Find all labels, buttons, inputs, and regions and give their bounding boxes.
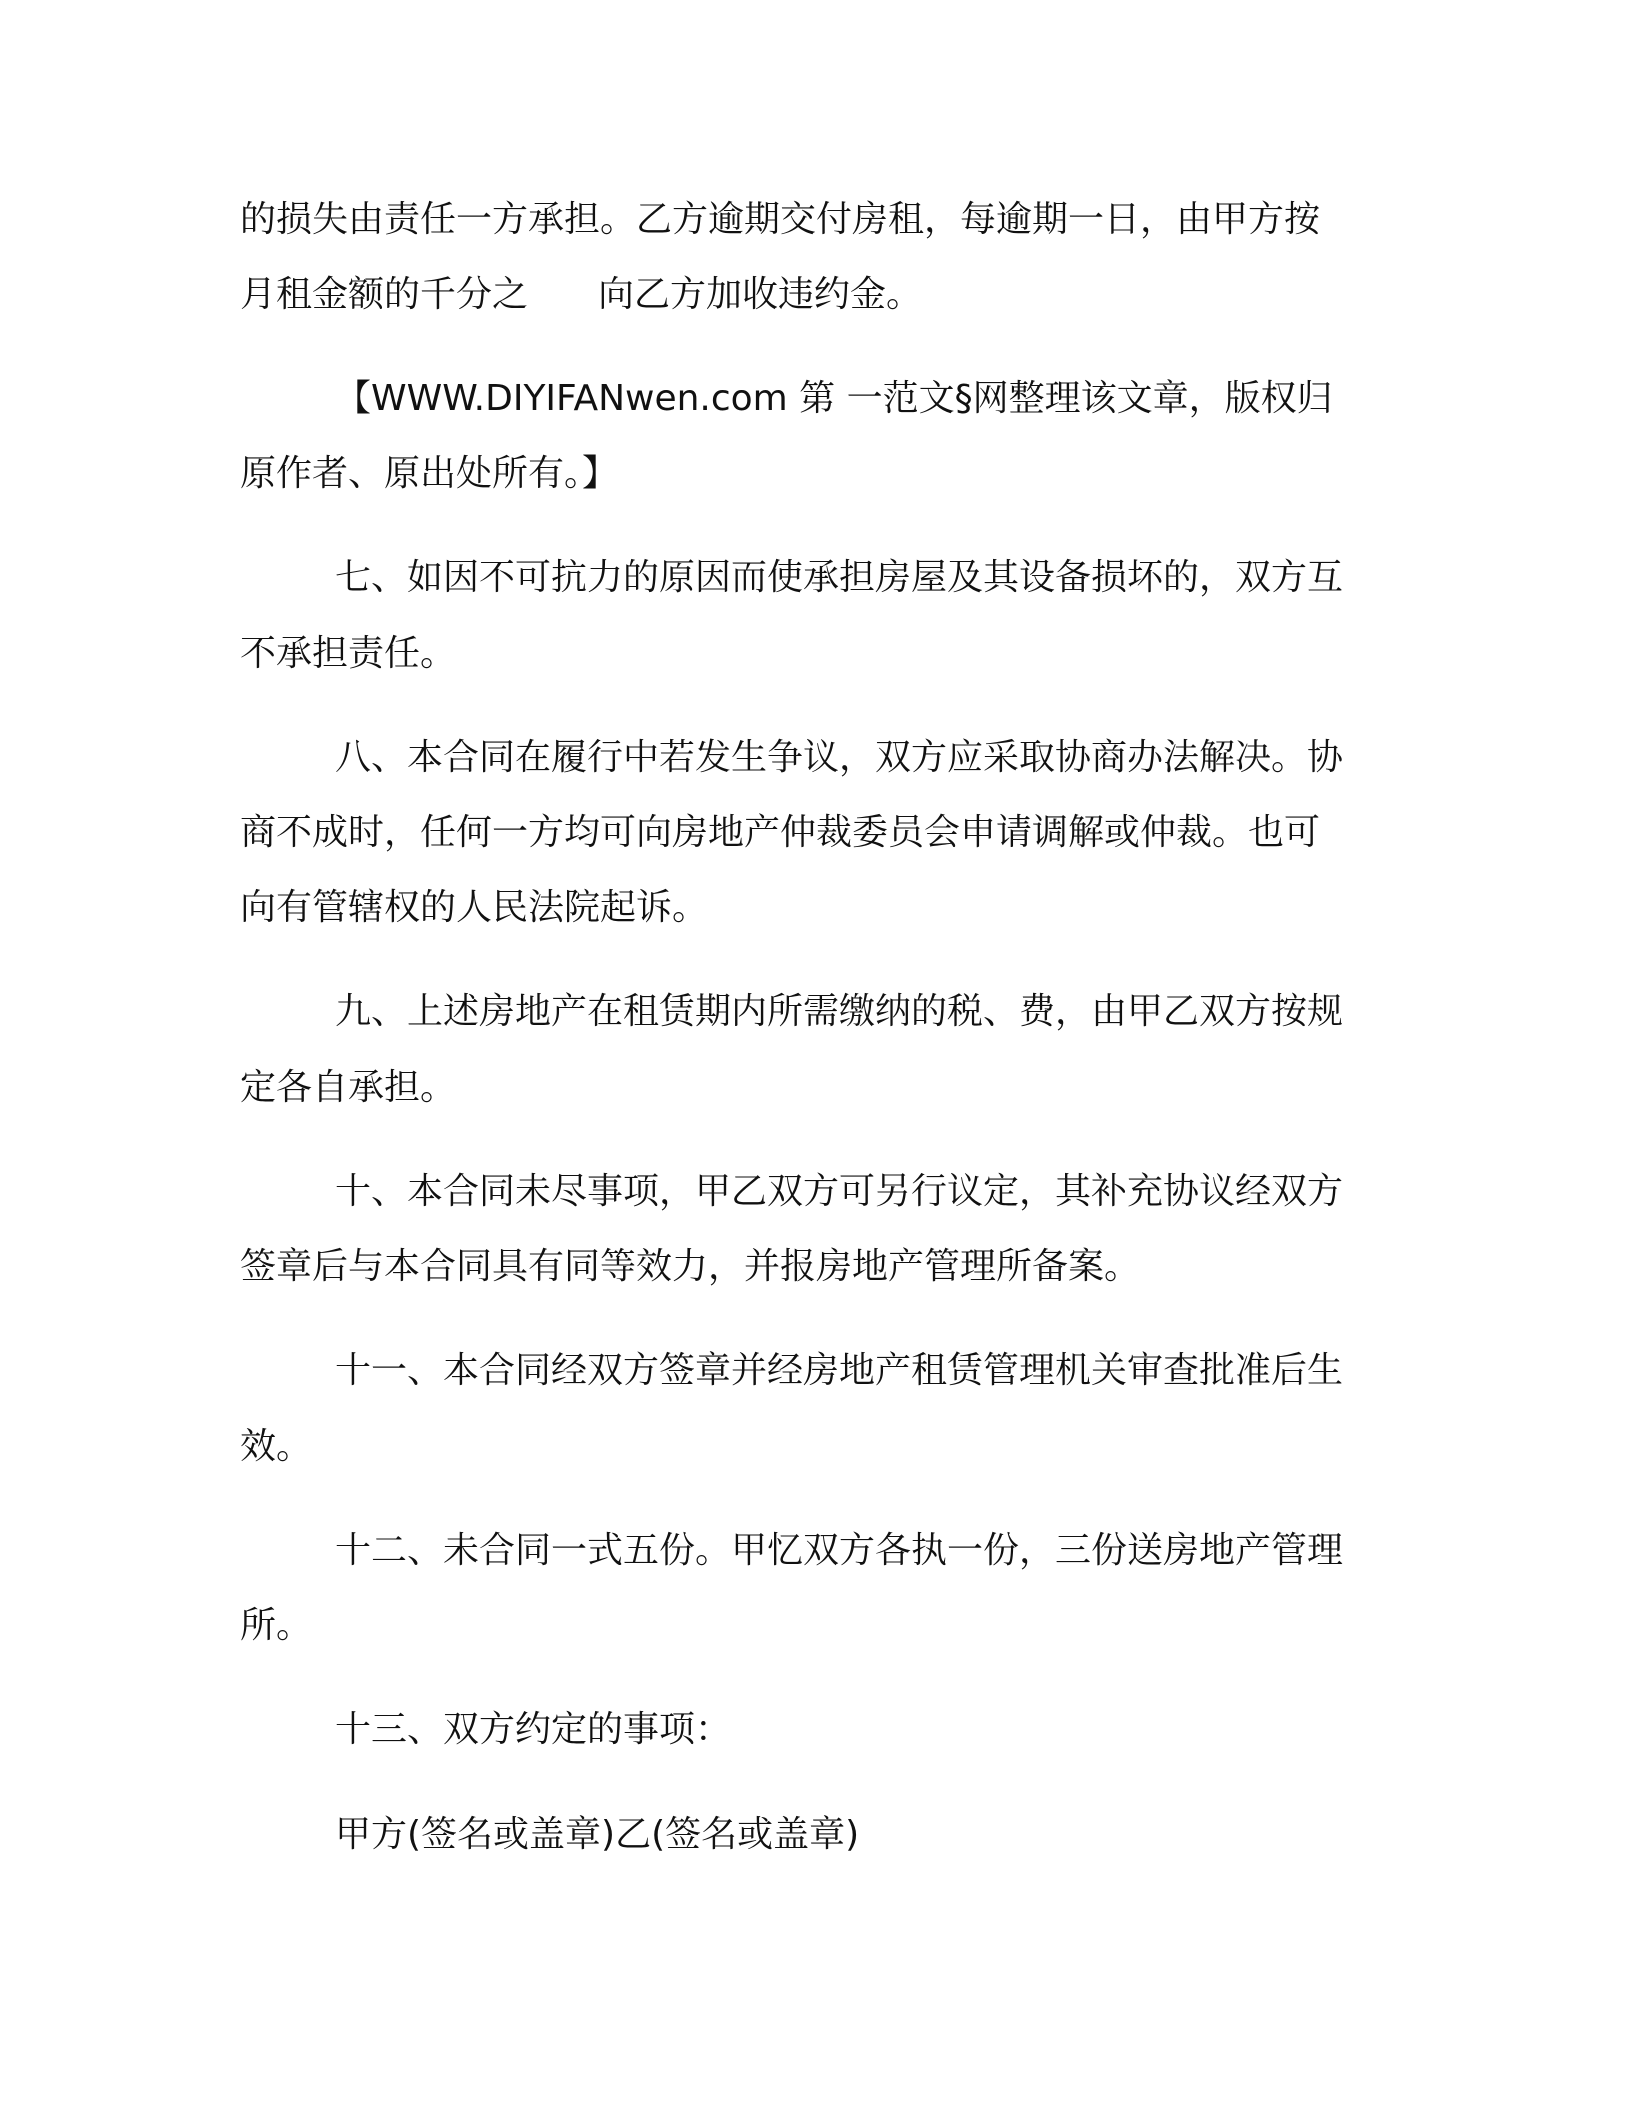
paragraph-2-line-2: 原作者、原出处所有。】 <box>240 453 619 494</box>
paragraph-4-line-1: 八、本合同在履行中若发生争议，双方应采取协商办法解决。协 <box>335 737 1344 778</box>
paragraph-1-line-2 <box>240 271 922 319</box>
paragraph-6-line-1: 十、本合同未尽事项，甲乙双方可另行议定，其补充协议经双方 <box>335 1171 1344 1212</box>
paragraph-4-line-3: 向有管辖权的人民法院起诉。 <box>240 887 709 928</box>
paragraph-8-line-2: 所。 <box>240 1605 313 1646</box>
paragraph-2-line-1: 【WWW.DIYIFANwen.com 第 一范文§网整理该文章，版权归 <box>335 378 1333 419</box>
paragraph-1-line-2-part-a: 月租金额的千分之 <box>240 274 529 315</box>
paragraph-7-line-2: 效。 <box>240 1426 313 1467</box>
paragraph-3-line-2: 不承担责任。 <box>240 633 457 674</box>
paragraph-1-line-2-part-b: 向乙方加收违约金。 <box>598 274 923 315</box>
paragraph-3-line-1: 七、如因不可抗力的原因而使承担房屋及其设备损坏的，双方互 <box>335 557 1344 598</box>
paragraph-10-line-1: 甲方(签名或盖章)乙(签名或盖章) <box>335 1814 860 1855</box>
paragraph-7-line-1: 十一、本合同经双方签章并经房地产租赁管理机关审查批准后生 <box>335 1350 1344 1391</box>
paragraph-1-line-1: 的损失由责任一方承担。乙方逾期交付房租，每逾期一日，由甲方按 <box>240 199 1321 240</box>
paragraph-8-line-1: 十二、未合同一式五份。甲忆双方各执一份，三份送房地产管理 <box>335 1530 1344 1571</box>
paragraph-4-line-2: 商不成时，任何一方均可向房地产仲裁委员会申请调解或仲裁。也可 <box>240 812 1321 853</box>
paragraph-6-line-2: 签章后与本合同具有同等效力，并报房地产管理所备案。 <box>240 1246 1141 1287</box>
paragraph-5-line-2: 定各自承担。 <box>240 1067 457 1108</box>
paragraph-9-line-1: 十三、双方约定的事项： <box>335 1709 732 1750</box>
paragraph-5-line-1: 九、上述房地产在租赁期内所需缴纳的税、费，由甲乙双方按规 <box>335 991 1344 1032</box>
